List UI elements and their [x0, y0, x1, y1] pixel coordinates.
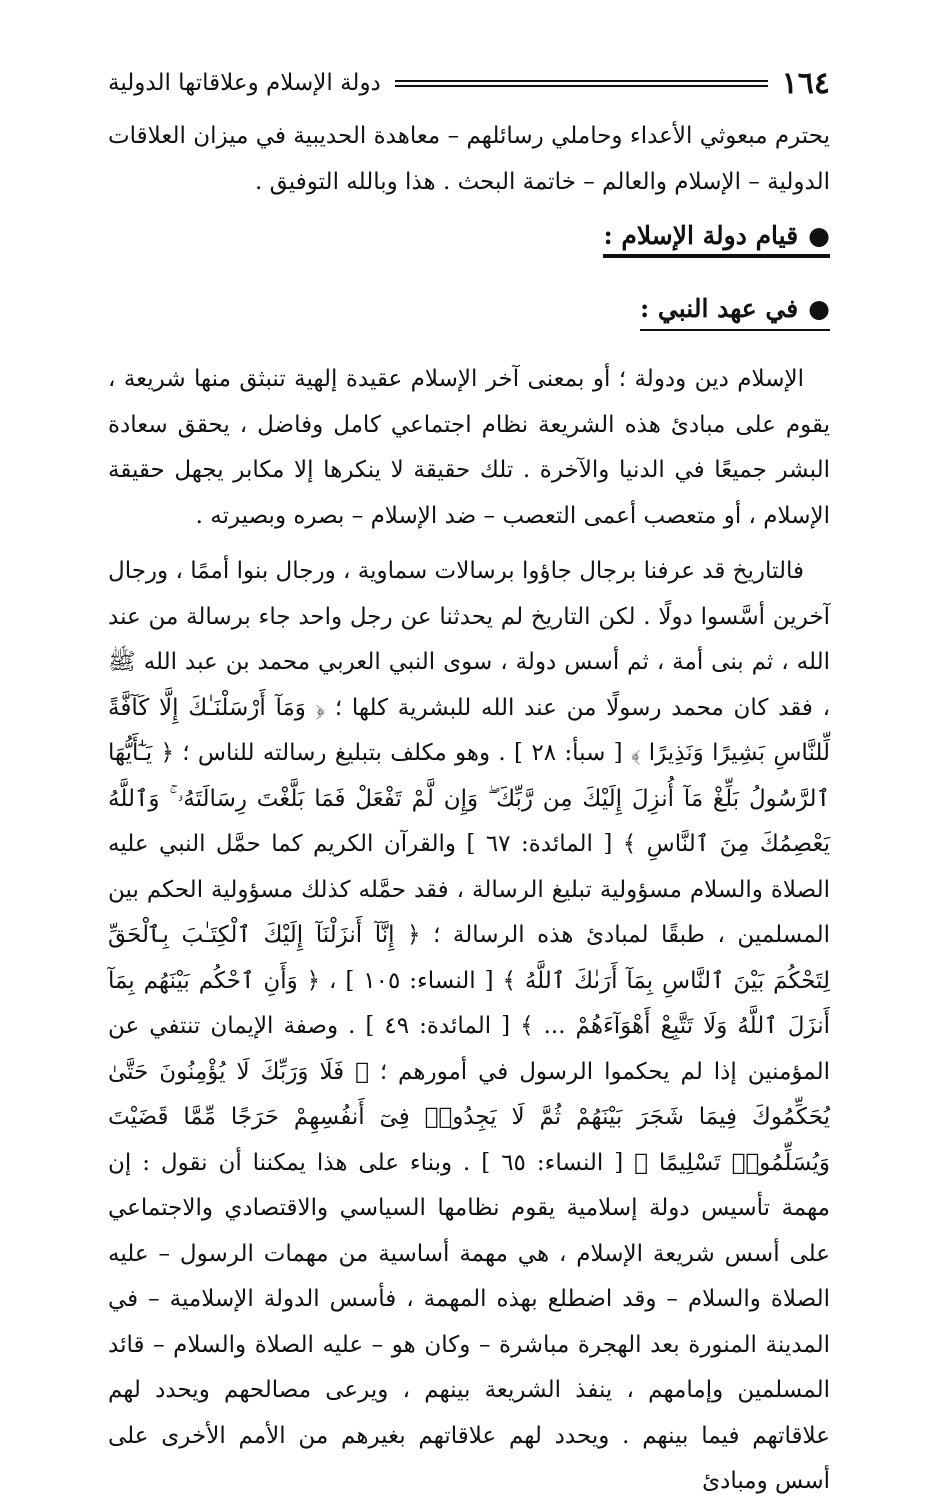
section-heading-rise-of-state: [603, 221, 830, 258]
header-double-rule: [395, 80, 768, 87]
bullet-dot-icon: ●: [808, 221, 830, 250]
page-header: [108, 62, 830, 104]
section-heading-text: قيام دولة الإسلام :: [603, 221, 799, 250]
body-paragraph-1: الإسلام دين ودولة ؛ أو بمعنى آخر الإسلام عقيدة إلهية تنبثق منها شريعة ، يقوم على مبادئ هذه الشريعة نظام اجتماعي كامل وفاضل ، يحقق سعادة البشر جميعًا في الدنيا والآخرة . تلك حقيقة لا ينكرها إلا مكابر يجهل حقيقة الإسلام ، أو متعصب أعمى التعصب – ضد الإسلام – بصره وبصيرته .: [108, 366, 830, 529]
header-rule-top: [395, 80, 768, 82]
running-title: دولة الإسلام وعلاقاتها الدولية: [108, 70, 381, 96]
heading-underline: [640, 329, 830, 331]
heading-underline: [603, 254, 830, 258]
book-page: [108, 62, 830, 1505]
section-heading-prophet-era: [640, 294, 830, 331]
section-heading-text: في عهد النبي :: [639, 294, 799, 323]
header-rule-bottom: [395, 85, 768, 87]
body-paragraph-2: فالتاريخ قد عرفنا برجال جاؤوا برسالات سماوية ، ورجال بنوا أممًا ، ورجال آخرين أسَّسوا دولًا . لكن التاريخ لم يحدثنا عن رجل واحد جاء برسالة من عند الله ، ثم بنى أمة ، ثم أسس دولة ، سوى النبي العربي محمد بن عبد الله ﷺ ، فقد كان محمد رسولًا من عند الله للبشرية كلها ؛ ﴿ وَمَآ أَرْسَلْنَـٰكَ إِلَّا كَآفَّةً لِّلنَّاسِ بَشِيرًا وَنَذِيرًا ﴾ [ سبأ: ٢٨ ] . وهو مكلف بتبليغ رسالته للناس ؛ ﴿ يَـٰٓأَيُّهَا ٱلرَّسُولُ بَلِّغْ مَآ أُنزِلَ إِلَيْكَ مِن رَّبِّكَ ۖ وَإِن لَّمْ تَفْعَلْ فَمَا بَلَّغْتَ رِسَالَتَهُۥ ۚ وَٱللَّهُ يَعْصِمُكَ مِنَ ٱلنَّاسِ ﴾ [ المائدة: ٦٧ ] والقرآن الكريم كما حمَّل النبي عليه الصلاة والسلام مسؤولية تبليغ الرسالة ، فقد حمَّله كذلك مسؤولية الحكم بين المسلمين ، طبقًا لمبادئ هذه الرسالة ؛ ﴿ إِنَّآ أَنزَلْنَآ إِلَيْكَ ٱلْكِتَـٰبَ بِٱلْحَقِّ لِتَحْكُمَ بَيْنَ ٱلنَّاسِ بِمَآ أَرَىٰكَ ٱللَّهُ ﴾ [ النساء: ١٠٥ ] ، ﴿ وَأَنِ ٱحْكُم بَيْنَهُم بِمَآ أَنزَلَ ٱللَّهُ وَلَا تَتَّبِعْ أَهْوَآءَهُمْ ... ﴾ [ المائدة: ٤٩ ] . وصفة الإيمان تنتفي عن المؤمنين إذا لم يحكموا الرسول في أمورهم ؛ ﴿ فَلَا وَرَبِّكَ لَا يُؤْمِنُونَ حَتَّىٰ يُحَكِّمُوكَ فِيمَا شَجَرَ بَيْنَهُمْ ثُمَّ لَا يَجِدُوا۟ فِىٓ أَنفُسِهِمْ حَرَجًا مِّمَّا قَضَيْتَ وَيُسَلِّمُوا۟ تَسْلِيمًا ﴾ [ النساء: ٦٥ ] . وبناء على هذا يمكننا أن نقول : إن مهمة تأسيس دولة إسلامية يقوم نظامها السياسي والاقتصادي والاجتماعي على أسس شريعة الإسلام ، هي مهمة أساسية من مهمات الرسول – عليه الصلاة والسلام – وقد اضطلع بهذه المهمة ، فأسس الدولة الإسلامية – في المدينة المنورة بعد الهجرة مباشرة – وكان هو – عليه الصلاة والسلام – قائد المسلمين وإمامهم ، ينفذ الشريعة بينهم ، ويرعى مصالحهم ويحدد لهم علاقاتهم فيما بينهم . ويحدد لهم علاقاتهم بغيرهم من الأمم الأخرى على أسس ومبادئ: [108, 558, 830, 1494]
bullet-dot-icon: ●: [808, 294, 830, 323]
page-number: ١٦٤: [781, 65, 830, 101]
intro-paragraph: يحترم مبعوثي الأعداء وحاملي رسائلهم – معاهدة الحديبية في ميزان العلاقات الدولية – الإسلام والعالم – خاتمة البحث . هذا وبالله التوفيق .: [108, 123, 830, 195]
